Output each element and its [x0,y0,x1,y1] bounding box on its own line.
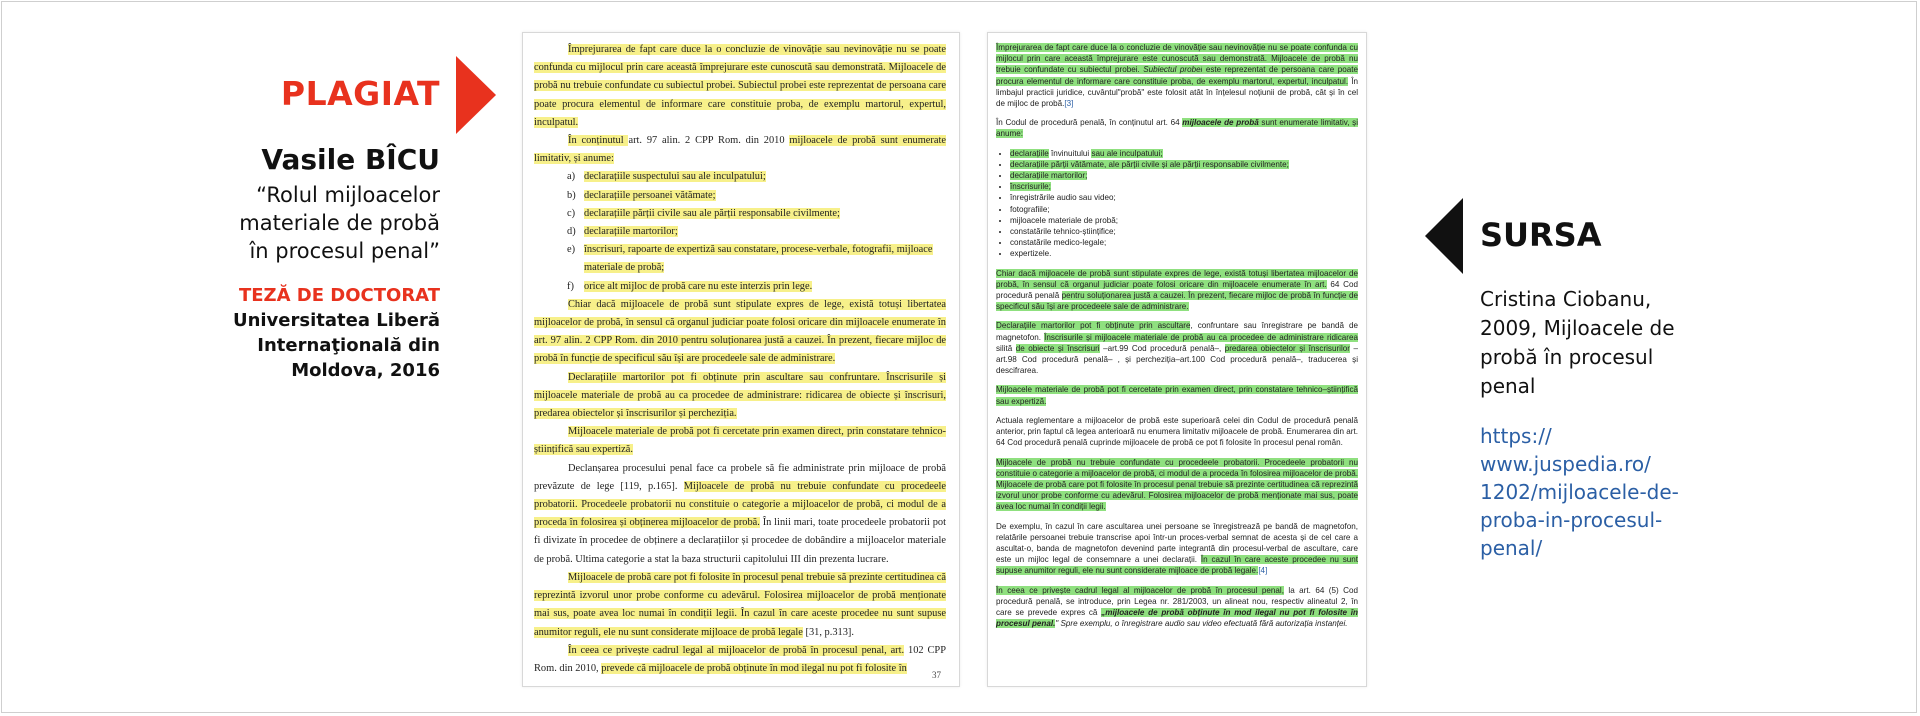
list-letter: d) [567,226,576,238]
title-line: în procesul penal” [249,239,440,263]
source-paragraph [996,521,1358,577]
source-paragraph [996,415,1358,449]
thesis-page-text [534,41,946,678]
highlighted-text: declarațiile suspectului sau ale inculpatului; [584,171,766,183]
source-line: Cristina Ciobanu, [1480,287,1652,311]
list-item [1010,204,1358,215]
highlighted-text: Mijloacele materiale de probă pot fi cercetate prin examen direct, prin constatare tehnico–științifică sau expertiză. [996,385,1358,406]
arrow-right-icon [456,56,496,134]
plagiat-label: PLAGIAT [280,74,440,113]
list-letter: f) [567,280,574,292]
list-item [1010,159,1358,170]
source-page-text [996,42,1358,637]
list-item [1010,192,1358,203]
reference-link[interactable]: [3] [1064,99,1074,109]
university-line: Internaţională din [257,335,440,356]
highlighted-text: de obiecte și înscrisuri [1015,343,1100,353]
title-line: “Rolul mijloacelor [256,183,440,207]
highlighted-text: În ceea ce privește cadrul legal al mijloacelor de probă în procesul penal, art. [568,644,905,656]
highlighted-text: mijloacele de probă sunt enumerate limitativ, și anume: [534,135,946,165]
source-line: penal [1480,374,1536,398]
thesis-paragraph [534,460,946,569]
list-item [534,241,946,277]
arrow-left-icon [1425,198,1463,274]
list-letter: b) [567,189,576,201]
list-item [1010,170,1358,181]
list-letter: a) [567,171,576,183]
sursa-label: SURSA [1480,216,1602,254]
highlighted-text: În ceea ce privește cadrul legal al mijloacelor de probă în procesul penal, [996,585,1284,595]
list-item [534,278,946,296]
highlighted-text: orice alt mijloc de probă care nu este interzis prin lege. [584,280,813,292]
plain-text: constatările medico-legale; [1010,238,1107,248]
highlighted-text: declarațiile martorilor; [584,226,678,238]
thesis-paragraph [534,41,946,132]
thesis-paragraph [534,296,946,369]
highlighted-text: declarațiile persoanei vătămate; [584,189,716,201]
highlighted-text: înscrisurile; [1010,182,1051,192]
highlighted-text: În conținutul [568,135,629,147]
highlighted-text: „mijloacele de probă obținute în mod ilegal nu pot fi folosite în procesul penal. [996,607,1358,629]
source-citation [1480,285,1710,401]
highlighted-text: Înscrisurile și mijloacele materiale de probă au ca procedee de administrare ridicarea [1044,332,1358,342]
link-line[interactable]: penal/ [1480,536,1543,560]
source-link[interactable] [1480,422,1710,562]
highlighted-text: În cazul în care aceste procedee nu sunt supuse anumitor reguli, ele nu sunt considerate mijloace de probă legale. [996,555,1359,576]
list-item [1010,215,1358,226]
highlighted-text: predarea obiectelor și înscrisurilor [1224,343,1350,353]
highlighted-text: înscrisuri, rapoarte de expertiză sau constatare, procese-verbale, fotografii, mijloace materiale de probă; [584,244,933,274]
highlighted-text: Împrejurarea de fapt care duce la o concluzie de vinovăție sau nevinovăție nu se poate confunda cu mijlocul prin care această împrejurare este cunoscută sau demonstrată. Mijloacele de probă nu trebuie confundate cu subiectul probei. Subiectul probei este reprezentat de persoana care poate procura elementul de informare care constituie proba, de exemplu martorul, expertul, inculpatul. [534,44,946,128]
plain-text: expertizele. [1010,249,1052,259]
plain-text: De exemplu, în cazul în care ascultarea unei persoane se înregistrează pe bandă de magnetofon, relatările persoanei trebuie transcrise apoi într-un proces-verbal semnat de acesta și de cel care a ascultat-o, banda de magnetofon devenind parte integrantă din procesul-verbal de ascultare, care este un mijloc legal de consemnare a unei declarații. [996,521,1358,565]
plagiarist-work-title [180,181,440,265]
thesis-page-scan [522,32,960,687]
plain-text: 64 Cod procedură penală [996,279,1358,301]
university [180,308,440,383]
source-line: probă în procesul [1480,345,1654,369]
link-line[interactable]: proba-in-procesul- [1480,508,1663,532]
link-line[interactable]: 1202/mijloacele-de- [1480,480,1679,504]
source-paragraph [996,384,1358,406]
source-line: 2009, Mijloacele de [1480,316,1675,340]
plagiarist-info [180,143,440,383]
plain-text: [31, p.313]. [802,626,854,638]
plain-text: În Codul de procedură penală, în conținutul art. 64 [996,118,1183,128]
source-paragraph [996,320,1358,376]
source-list [996,148,1358,260]
plagiarist-author: Vasile BÎCU [261,143,440,176]
highlighted-text: Declarațiile martorilor pot fi obținute prin ascultare [996,321,1191,331]
plain-text: " Spre exemplu, o înregistrare audio sau video efectuată fără autorizația instanței. [1055,619,1348,629]
highlighted-text: prevede că mijloacele de probă obținute în mod ilegal nu pot fi folosite în [601,662,907,674]
link-line[interactable]: https:// [1480,424,1552,448]
university-line: Moldova, 2016 [291,360,440,381]
thesis-paragraph [534,642,946,678]
list-item [1010,181,1358,192]
plain-text: mijloacele materiale de probă; [1010,215,1118,225]
list-item [534,168,946,186]
highlighted-text: declarațiile părții vătămate, ale părții civile și ale părții responsabile civilmente; [1010,159,1289,169]
highlighted-text: Mijloacele de probă nu trebuie confundate cu procedeele probatorii. Procedeele probatorii nu constituie o categorie a mijloacelor de probă, ci modul de a proceda în folosirea și obținerea mijloacelor de probă. [534,480,946,529]
list-item [1010,248,1358,259]
highlighted-text: Împrejurarea de fapt care duce la o concluzie de vinovăție sau nevinovăție nu se poate confunda cu mijlocul prin care această împrejurare este cunoscută sau demonstrată. Mijloacele de probă nu trebuie confundate cu subiectul probei. [996,43,1358,75]
plain-text: , confruntare sau înregistrare pe bandă de magnetofon. [996,321,1358,342]
reference-link[interactable]: [4] [1258,566,1268,576]
source-paragraph [996,268,1358,313]
thesis-list [534,168,946,295]
plain-text: În linii mari, toate procedeele probatorii pot fi divizate în procedee de obținere a declarațiilor și procedee de dobândire a mijloacelor materiale de probă. Ultima categorie a stat la baza structurii capitolului III din prezenta lucrare. [534,517,946,565]
plain-text: constatările tehnico-științifice; [1010,227,1116,237]
source-paragraph [996,42,1358,109]
source-paragraph [996,117,1358,139]
highlighted-text: declarațiile martorilor; [1010,171,1088,181]
thesis-paragraph [534,132,946,168]
plain-text: silită [996,343,1016,353]
plain-text: 102 CPP Rom. din 2010, [534,644,946,674]
highlighted-text: Subiectul probei [1143,65,1203,75]
list-item [1010,148,1358,159]
highlighted-text: declarațiile [1010,148,1049,158]
highlighted-text: Declarațiile martorilor pot fi obținute prin ascultare sau confruntare. Înscrisurile și mijloacele materiale de probă au ca procedee de administrare: ridicarea de obiecte și înscrisuri, predarea obiectelor și înscrisurilor și percheziția. [534,371,946,420]
thesis-paragraph [534,569,946,642]
thesis-label: TEZĂ DE DOCTORAT [238,285,440,306]
source-paragraph [996,457,1358,513]
highlighted-text: pentru soluționarea justă a cauzei. În prezent, fiecare mijloc de probă în funcție de specificul său își are procedeele sale de administrare. [996,291,1358,312]
plain-text: înregistrările audio sau video; [1010,193,1116,203]
highlighted-text: Chiar dacă mijloacele de probă sunt stipulate expres de lege, există totuși libertatea mijloacelor de probă, în sensul că organul judiciar poate folosi oricare din mijloacele enumerate în art. 97 alin. 2 CPP Rom. din 2010 pentru soluționarea justă a cauzei. În prezent, fiecare mijloc de probă în funcție de specificul său își are procedeele sale de administrare. [534,298,946,365]
thesis-paragraph [534,423,946,459]
plain-text: –art.98 Cod procedură penală– , și percheziția–art.100 Cod procedură penală–, traducerea și descifrarea. [996,343,1358,376]
thesis-paragraph [534,369,946,424]
highlighted-text: sunt enumerate limitativ, și anume: [996,118,1358,139]
plain-text: Actuala reglementare a mijloacelor de probă este superioară celei din Codul de procedură penală anterior, prin faptul că legea anterioară nu enumera limitativ mijloacele de probă. Enumerarea din art. 64 Cod procedură penală cuprinde mijloacele de probă ce pot fi folosite în procesul penal român. [996,415,1358,448]
plain-text: –art.99 Cod procedură penală–, [1099,343,1225,353]
university-line: Universitatea Liberă [232,310,440,331]
list-item [1010,237,1358,248]
highlighted-text: sau ale inculpatului; [1091,148,1163,158]
plain-text: fotografiile; [1010,204,1050,214]
title-line: materiale de probă [239,211,440,235]
highlighted-text: este reprezentat de persoana care poate procura elementul de informare care constituie proba, de exemplu martorul, expertul, inculpatul. [996,65,1358,86]
page-number: 37 [932,669,941,680]
plain-text: învinuitului [1048,148,1092,158]
plain-text: Declanșarea procesului penal face ca probele să fie administrate prin mijloace de probă prevăzute de lege [119, p.165]. [534,462,946,492]
highlighted-text: declarațiile părții civile sau ale părții responsabile civilmente; [584,207,840,219]
plain-text: În limbajul practicii juridice, cuvântul"probă" este folosit atât în înțelesul noțiunii de probă, cât și în cel de mijloc de probă. [996,76,1358,109]
highlighted-text: mijloacele de probă [1182,118,1259,128]
list-item [534,205,946,223]
source-page-scan [987,32,1367,687]
list-item [1010,226,1358,237]
list-item [534,223,946,241]
list-item [534,187,946,205]
source-paragraph [996,585,1358,630]
list-letter: e) [567,244,576,256]
list-letter: c) [567,207,576,219]
highlighted-text: Mijloacele materiale de probă pot fi cercetate prin examen direct, prin constatare tehnico-științifică sau expertiză. [534,426,946,456]
highlighted-text: Mijloacele de probă care pot fi folosite în procesul penal trebuie să prezinte certitudinea că reprezintă izvorul unor probe conforme cu adevărul. Folosirea mijloacelor de probă menționate mai sus, poate avea loc numai în condiții legii. În cazul în care aceste procedee nu sunt supuse anumitor reguli, ele nu sunt considerate mijloace de probă legale [534,571,946,638]
highlighted-text: Chiar dacă mijloacele de probă sunt stipulate expres de lege, există totuși libertatea mijloacelor de probă, în sensul că organul judiciar poate folosi oricare din mijloacele enumerate în art. [996,268,1358,289]
link-line[interactable]: www.juspedia.ro/ [1480,452,1651,476]
plain-text: la art. 64 (5) Cod procedură penală, se introduce, prin Legea nr. 281/2003, un alineat nou, respectiv alineatul 2, în care se prevede expres că [996,585,1358,617]
plain-text: art. 97 alin. 2 CPP Rom. din 2010 [628,135,790,147]
highlighted-text: Mijloacele de probă nu trebuie confundate cu procedeele probatorii. Procedeele probatorii nu constituie o categorie a mijloacelor de probă, ci modul de a proceda în folosirea mijloacelor de probă. Mijloacele de probă care pot fi folosite în procesul penal trebuie să prezinte certitudinea că reprezintă izvorul unor probe conforme cu adevărul. Folosirea mijloacelor de probă menționate mai sus, poate avea loc numai în condiții legii. [996,457,1358,512]
